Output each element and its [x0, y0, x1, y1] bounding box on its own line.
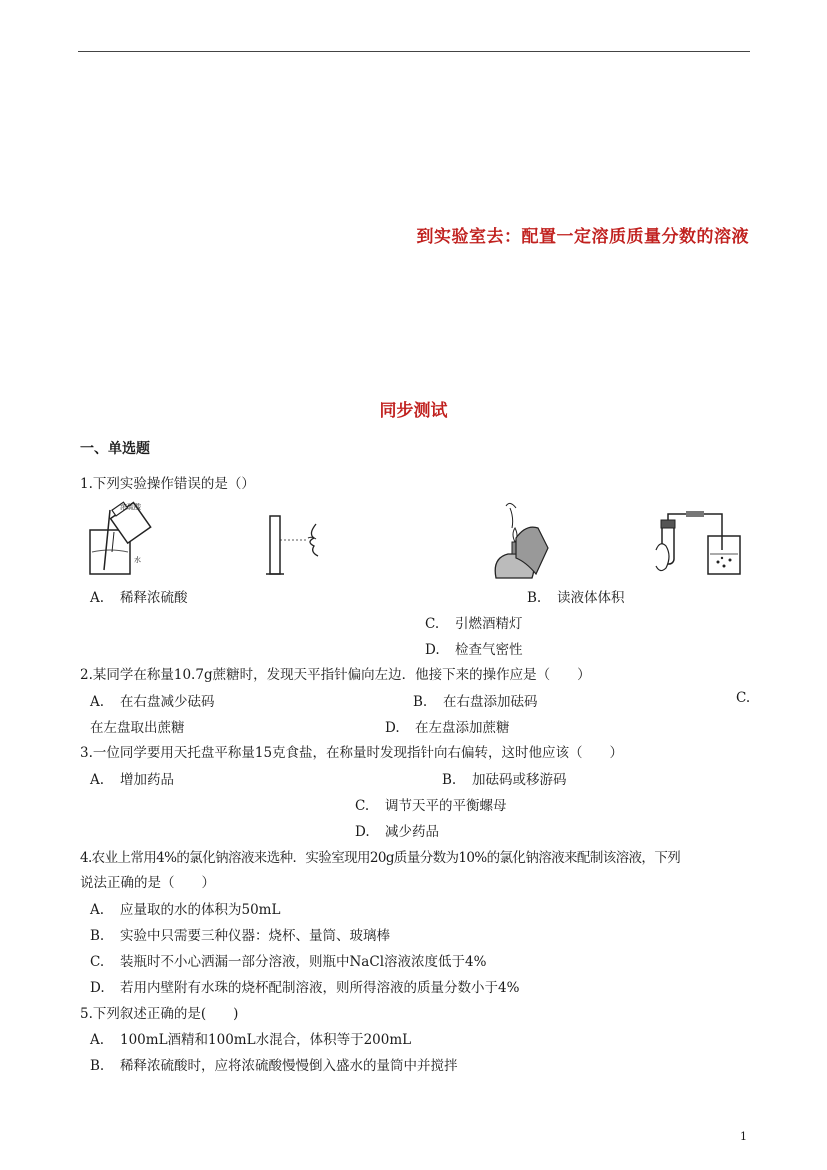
q4-option-c[interactable]	[90, 950, 486, 970]
option-text: 增加药品	[120, 772, 174, 788]
q3-option-b[interactable]	[442, 768, 567, 788]
option-letter: D.	[425, 642, 440, 658]
question-2-stem: 2.某同学在称量10.7g蔗糖时，发现天平指针偏向左边．他接下来的操作应是（ ）	[80, 667, 591, 683]
option-text: 100mL酒精和100mL水混合，体积等于200mL	[120, 1032, 412, 1048]
option-letter: B.	[90, 1058, 105, 1074]
q2-option-d[interactable]	[385, 716, 510, 736]
question-5-stem: 5.下列叙述正确的是( )	[80, 1006, 239, 1022]
option-letter: D.	[385, 720, 400, 736]
figure-label-water: 水	[134, 556, 141, 564]
q3-option-c[interactable]	[355, 794, 507, 814]
option-letter: B.	[413, 694, 428, 710]
option-text: 若用内壁附有水珠的烧杯配制溶液，则所得溶液的质量分数小于4%	[120, 980, 520, 996]
question-3-stem: 3.一位同学要用天托盘平称量15克食盐，在称量时发现指针向右偏转，这时他应该（ ）	[80, 745, 624, 761]
q1-option-a[interactable]	[90, 586, 188, 606]
figure-dilute-acid	[86, 500, 158, 578]
q3-option-a[interactable]	[90, 768, 174, 788]
document-subtitle: 同步测试	[379, 401, 448, 421]
q2-option-c-letter[interactable]: C.	[736, 690, 751, 706]
option-text: 减少药品	[385, 824, 439, 840]
option-letter: B.	[442, 772, 457, 788]
q1-option-d[interactable]	[425, 638, 523, 658]
q4-option-d[interactable]	[90, 976, 519, 996]
section-heading: 一、单选题	[80, 441, 150, 457]
question-4-stem-line2: 说法正确的是（ ）	[80, 875, 215, 891]
option-text: 实验中只需要三种仪器：烧杯、量筒、玻璃棒	[120, 928, 390, 944]
option-text: 在右盘添加砝码	[443, 694, 538, 710]
option-letter: A.	[90, 1032, 105, 1048]
option-text: 在右盘减少砝码	[120, 694, 215, 710]
option-text: 在左盘添加蔗糖	[415, 720, 510, 736]
question-1-stem: 1.下列实验操作错误的是（）	[80, 476, 255, 492]
option-text: 引燃酒精灯	[455, 616, 523, 632]
q5-option-a[interactable]	[90, 1028, 411, 1048]
option-letter: D.	[90, 980, 105, 996]
document-title: 到实验室去：配置一定溶质质量分数的溶液	[416, 227, 749, 247]
question-4-stem-line1: 4.农业上常用4%的氯化钠溶液来选种．实验室现用20g质量分数为10%的氯化钠溶液来配制该溶液，下列	[80, 850, 681, 866]
option-text: 调节天平的平衡螺母	[385, 798, 507, 814]
option-letter: B.	[527, 590, 542, 606]
figure-light-lamp	[486, 498, 552, 580]
header-rule	[78, 51, 750, 52]
option-text: 稀释浓硫酸	[120, 590, 188, 606]
option-letter: C.	[425, 616, 440, 632]
option-letter: D.	[355, 824, 370, 840]
q3-option-d[interactable]	[355, 820, 439, 840]
option-letter: B.	[90, 928, 105, 944]
option-text: 应量取的水的体积为50mL	[120, 902, 281, 918]
q5-option-b[interactable]	[90, 1054, 458, 1074]
option-text: 加砝码或移游码	[472, 772, 567, 788]
option-text: 检查气密性	[455, 642, 523, 658]
option-letter: A.	[90, 590, 105, 606]
q2-option-b[interactable]	[413, 690, 538, 710]
figure-label-acid: 浓硫酸	[120, 503, 141, 511]
option-letter: A.	[90, 694, 105, 710]
q1-option-b[interactable]	[527, 586, 625, 606]
q2-option-a[interactable]	[90, 690, 215, 710]
q2-option-c-text[interactable]: 在左盘取出蔗糖	[90, 720, 185, 736]
q4-option-a[interactable]	[90, 898, 280, 918]
figure-airtightness	[652, 510, 744, 580]
figure-read-volume	[262, 512, 332, 578]
option-letter: C.	[90, 954, 105, 970]
option-text: 稀释浓硫酸时，应将浓硫酸慢慢倒入盛水的量筒中并搅拌	[120, 1058, 458, 1074]
q1-option-c[interactable]	[425, 612, 523, 632]
option-text: 读液体体积	[557, 590, 625, 606]
q4-option-b[interactable]	[90, 924, 390, 944]
option-letter: C.	[355, 798, 370, 814]
option-text: 装瓶时不小心洒漏一部分溶液，则瓶中NaCl溶液浓度低于4%	[120, 954, 487, 970]
page-number: 1	[740, 1130, 747, 1143]
option-letter: A.	[90, 902, 105, 918]
option-letter: A.	[90, 772, 105, 788]
